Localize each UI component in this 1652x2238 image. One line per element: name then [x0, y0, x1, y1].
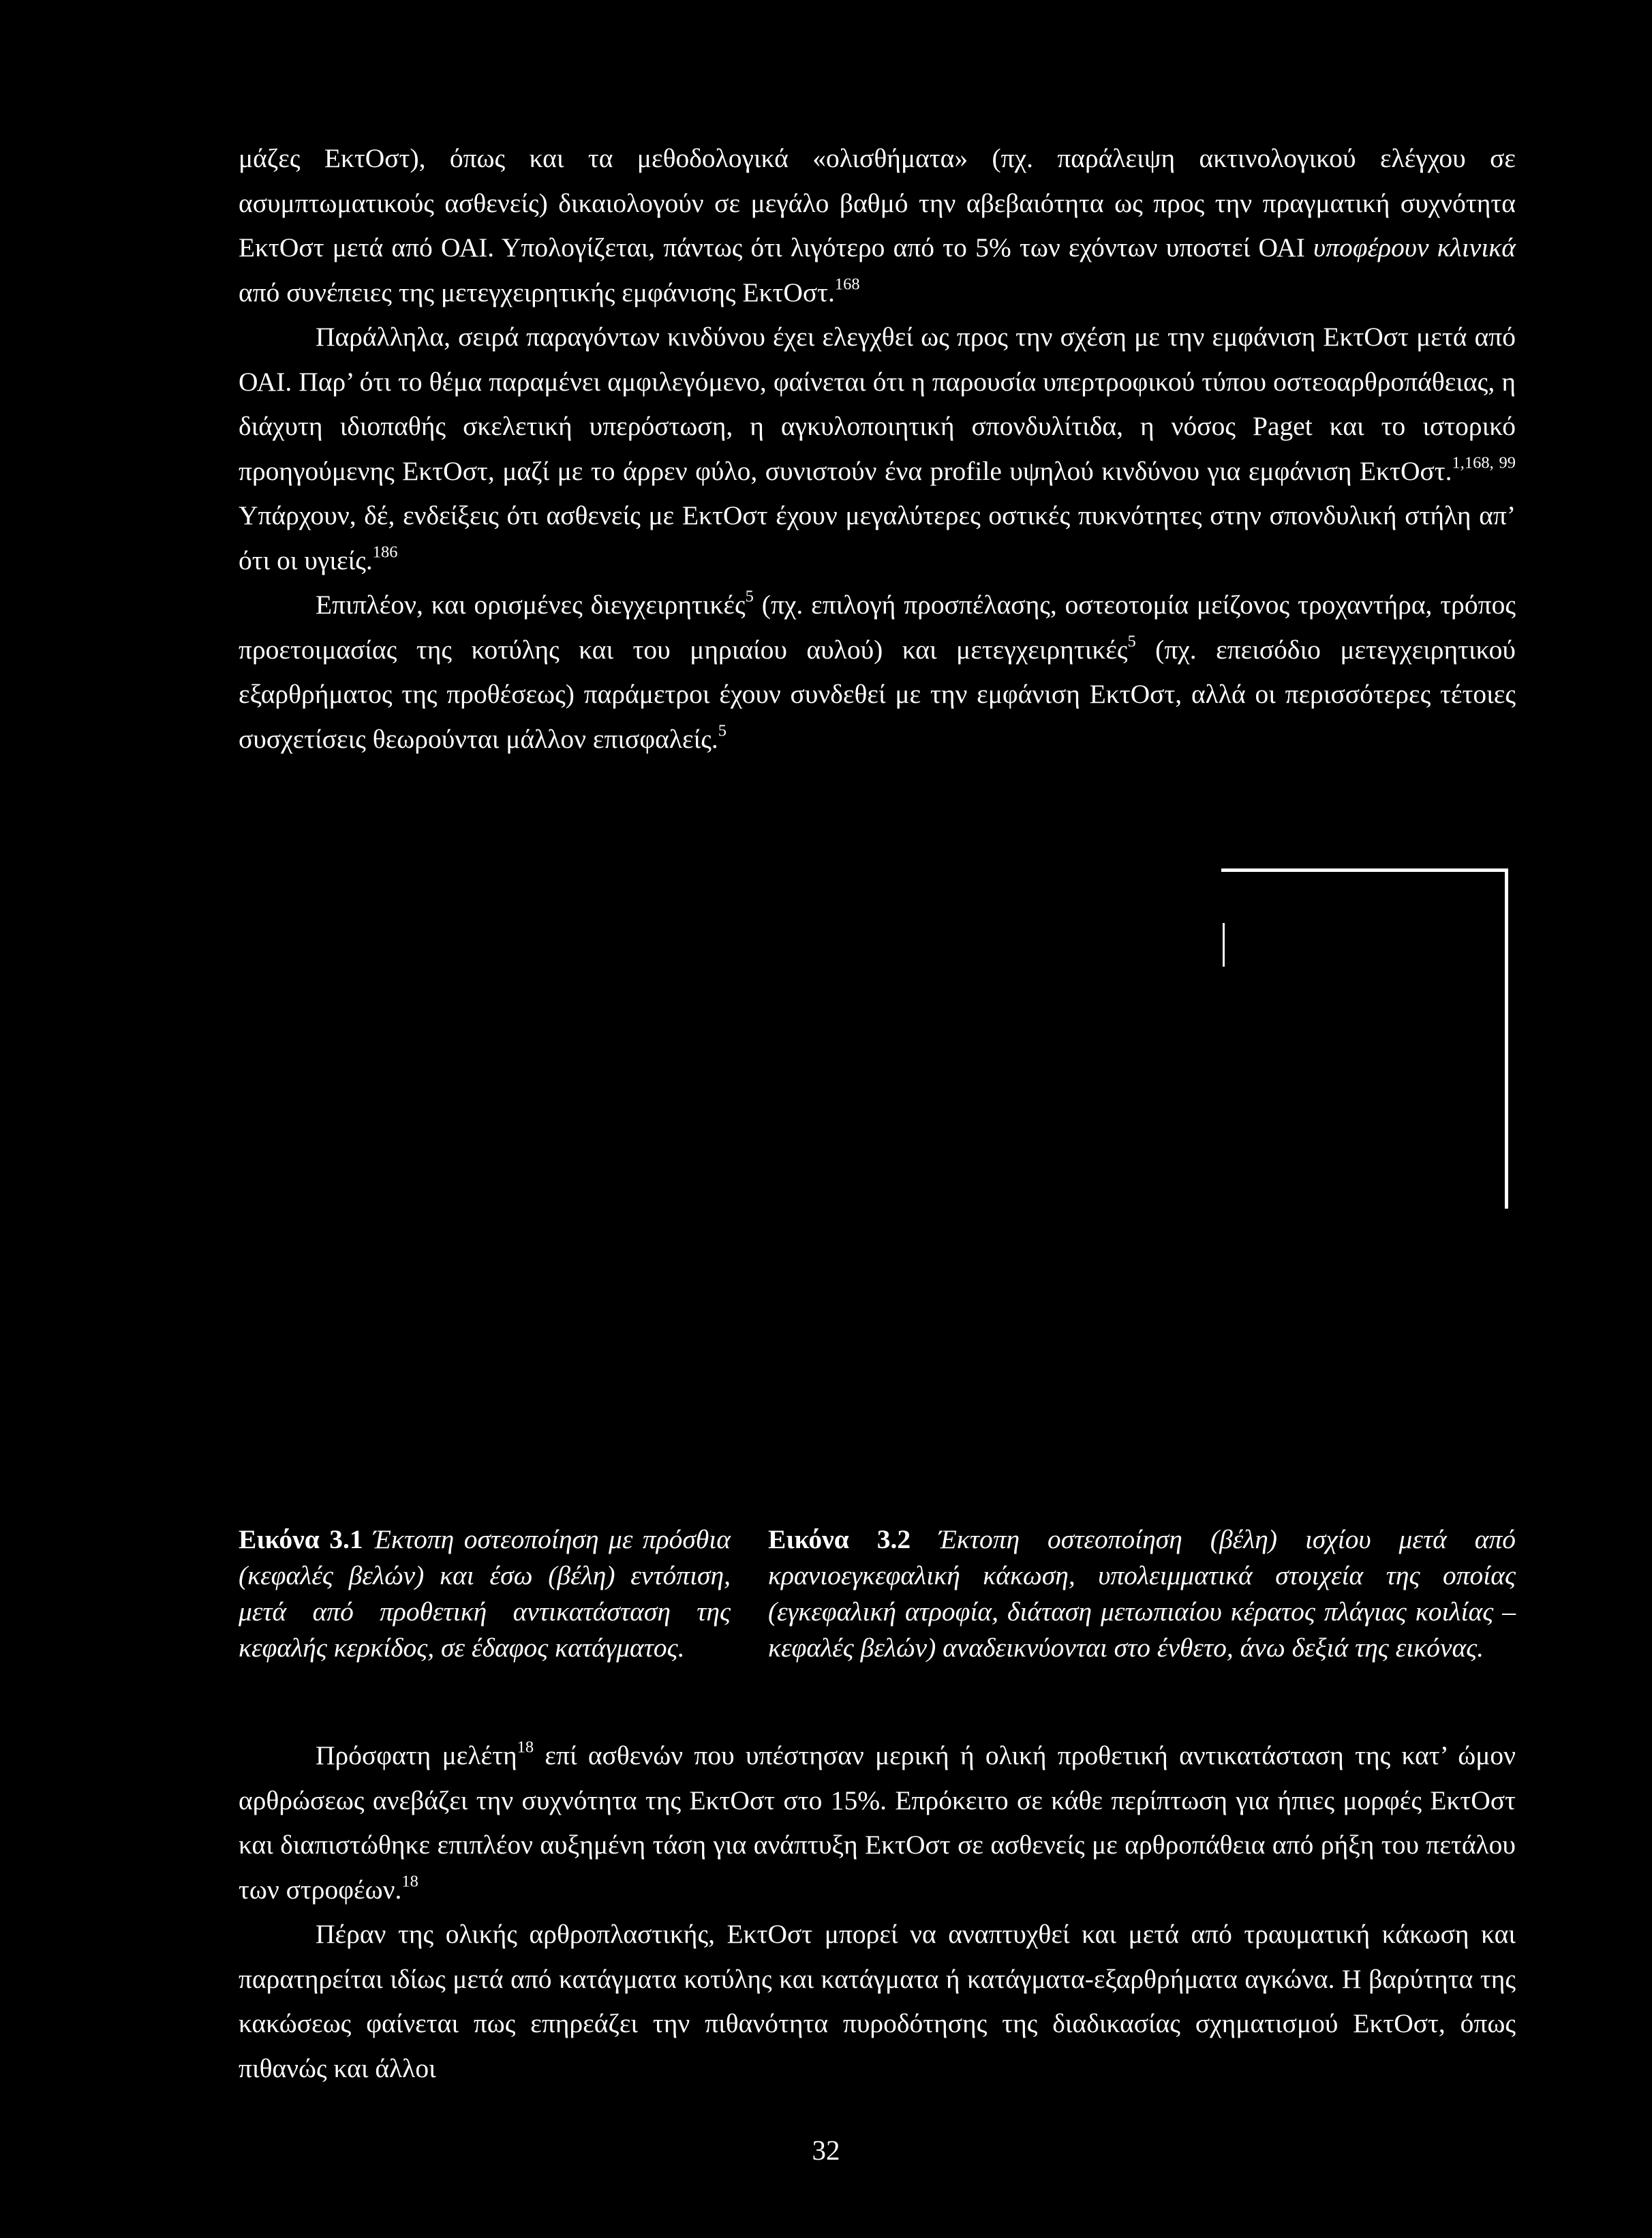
reference-superscript: 5: [745, 587, 754, 606]
reference-superscript: 168: [834, 274, 860, 293]
emphasis-text: υποφέρουν κλινικά: [1313, 232, 1516, 262]
figure-caption-2: [768, 1522, 1516, 1666]
figure-frame: [1221, 868, 1508, 1209]
reference-superscript: 5: [718, 721, 726, 740]
paragraph: Πρόσφατη μελέτη$^{18}$ επί ασθενών που υπέστησαν μερική ή ολική προθετική αντικατάσταση της κατ’ ώμον αρθρώσεως ανεβάζει την συχνότητα της ΕκτΟστ στο 15%. Επρόκειτο σε κάθε περίπτωση για ήπιες μορφές ΕκτΟστ και διαπιστώθηκε επιπλέον αυξημένη τάση για ανάπτυξη ΕκτΟστ σε ασθενείς με αρθροπάθεια από ρήξη του πετάλου των στροφέων.$^{18}$: [239, 1738, 1516, 1905]
caption-label: Εικόνα 3.2: [768, 1524, 911, 1554]
paragraph: Πέραν της ολικής αρθροπλαστικής, ΕκτΟστ μπορεί να αναπτυχθεί και μετά από τραυματική κάκωση και παρατηρείται ιδίως μετά από κατάγματα κοτύλης και κατάγματα ή κατάγματα-εξαρθρήματα αγκώνα. Η βαρύτητα της κακώσεως φαίνεται πως επηρεάζει την πιθανότητα πυροδότησης της διαδικασίας σχηματισμού ΕκτΟστ, όπως πιθανώς και άλλοι: [239, 1919, 1516, 2083]
caption-label: Εικόνα 3.1: [239, 1524, 363, 1554]
reference-superscript: 186: [372, 542, 398, 561]
body-text-upper: [239, 136, 1516, 761]
figure-caption-1: [239, 1522, 731, 1666]
body-text-lower: [239, 1734, 1516, 2091]
paragraph: Παράλληλα, σειρά παραγόντων κινδύνου έχει ελεγχθεί ως προς την σχέση με την εμφάνιση ΕκτΟστ μετά από ΟΑΙ. Παρ’ ότι το θέμα παραμένει αμφιλεγόμενο, φαίνεται ότι η παρουσία υπερτροφικού τύπου οστεοαρθροπάθειας, η διάχυτη ιδιοπαθής σκελετική υπερόστωση, η αγκυλοποιητική σπονδυλίτιδα, η νόσος Paget και το ιστορικό προηγούμενης ΕκτΟστ, μαζί με το άρρεν φύλο, συνιστούν ένα profile υψηλού κινδύνου για εμφάνιση ΕκτΟστ.$^{1,168, 99}$ Υπάρχουν, δέ, ενδείξεις ότι ασθενείς με ΕκτΟστ έχουν μεγαλύτερες οστικές πυκνότητες στην σπονδυλική στήλη απ’ ότι οι υγιείς.$^{186}$: [239, 322, 1516, 575]
paragraph: Επιπλέον, και ορισμένες διεγχειρητικές$^5$ (πχ. επιλογή προσπέλασης, οστεοτομία μείζονος τροχαντήρα, τρόπος προετοιμασίας της κοτύλης και του μηριαίου αυλού) και μετεγχειρητικές$^5$ (πχ. επεισόδιο μετεγχειρητικού εξαρθρήματος της προθέσεως) παράμετροι έχουν συνδεθεί με την εμφάνιση ΕκτΟστ, αλλά οι περισσότερες τέτοιες συσχετίσεις θεωρούνται μάλλον επισφαλείς.$^5$: [239, 587, 1516, 754]
reference-superscript: 18: [517, 1738, 534, 1757]
reference-superscript: 5: [1127, 631, 1136, 650]
reference-superscript: 1,168, 99: [1452, 453, 1516, 472]
paragraph: μάζες ΕκτΟστ), όπως και τα μεθοδολογικά «ολισθήματα» (πχ. παράλειψη ακτινολογικού ελέγχου σε ασυμπτωματικούς ασθενείς) δικαιολογούν σε μεγάλο βαθμό την αβεβαιότητα ως προς την πραγματική συχνότητα ΕκτΟστ μετά από ΟΑΙ. Υπολογίζεται, πάντως ότι λιγότερο από το 5% των εχόντων υποστεί ΟΑΙ υποφέρουν κλινικά από συνέπειες της μετεγχειρητικής εμφάνισης ΕκτΟστ.$^{168}$: [239, 143, 1516, 307]
reference-superscript: 18: [401, 1871, 418, 1890]
caption-text: Έκτοπη οστεοποίηση με πρόσθια (κεφαλές βελών) και έσω (βέλη) εντόπιση, μετά από προθετική αντικατάσταση της κεφαλής κερκίδος, σε έδαφος κατάγματος.: [239, 1524, 731, 1663]
figure-marker: [1223, 923, 1225, 967]
caption-text: Έκτοπη οστεοποίηση (βέλη) ισχίου μετά από κρανιοεγκεφαλική κάκωση, υπολειμματικά στοιχεία της οποίας (εγκεφαλική ατροφία, διάταση μετωπιαίου κέρατος πλάγιας κοιλίας – κεφαλές βελών) αναδεικνύονται στο ένθετο, άνω δεξιά της εικόνας.: [768, 1524, 1516, 1663]
page-number: 32: [812, 2134, 840, 2166]
